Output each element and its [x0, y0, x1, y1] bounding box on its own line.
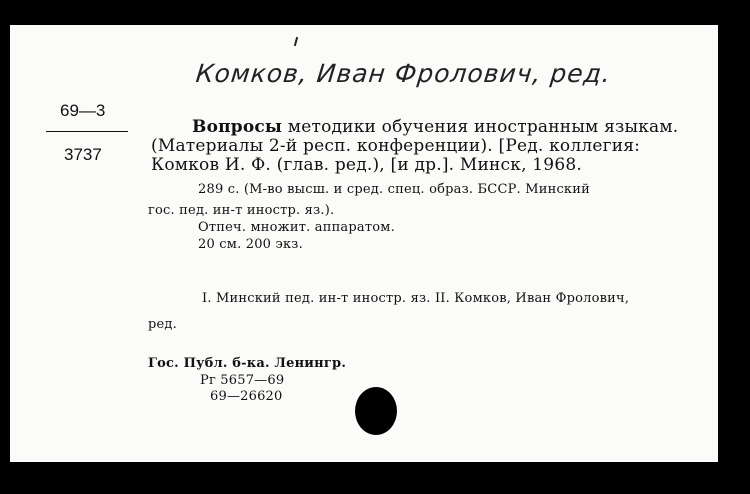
size-copies-line: 20 см. 200 экз.: [198, 237, 303, 252]
tracings-cont: ред.: [148, 317, 177, 332]
library-code-2: 69—26620: [210, 389, 283, 404]
title-line: [192, 117, 678, 137]
shelfmark-divider: [46, 131, 128, 132]
punch-hole: [355, 387, 397, 435]
catalog-card: [10, 25, 718, 462]
title-rest: методики обучения иностранным языкам.: [282, 117, 679, 137]
library-name: Гос. Публ. б-ка. Ленингр.: [148, 356, 347, 371]
series-cont-line: гос. пед. ин-т иностр. яз.).: [148, 203, 335, 218]
pages-series-line: 289 с. (М-во высш. и сред. спец. образ. БССР. Минский: [198, 182, 590, 197]
pen-mark: [294, 37, 298, 46]
tracings-line: I. Минский пед. ин-т иностр. яз. II. Комков, Иван Фролович,: [202, 291, 630, 306]
handwritten-note: Комков, Иван Фролович, ред.: [194, 59, 613, 88]
editor-imprint-line: Комков И. Ф. (глав. ред.), [и др.]. Минск, 1968.: [151, 155, 582, 175]
library-code-1: Рг 5657—69: [200, 373, 285, 388]
materials-line: (Материалы 2-й респ. конференции). [Ред. коллегия:: [151, 136, 641, 156]
shelfmark-bottom: 3737: [64, 145, 102, 164]
shelfmark-top: 69—3: [60, 101, 106, 120]
title-bold: Вопросы: [192, 117, 283, 137]
print-note: Отпеч. множит. аппаратом.: [198, 220, 395, 235]
